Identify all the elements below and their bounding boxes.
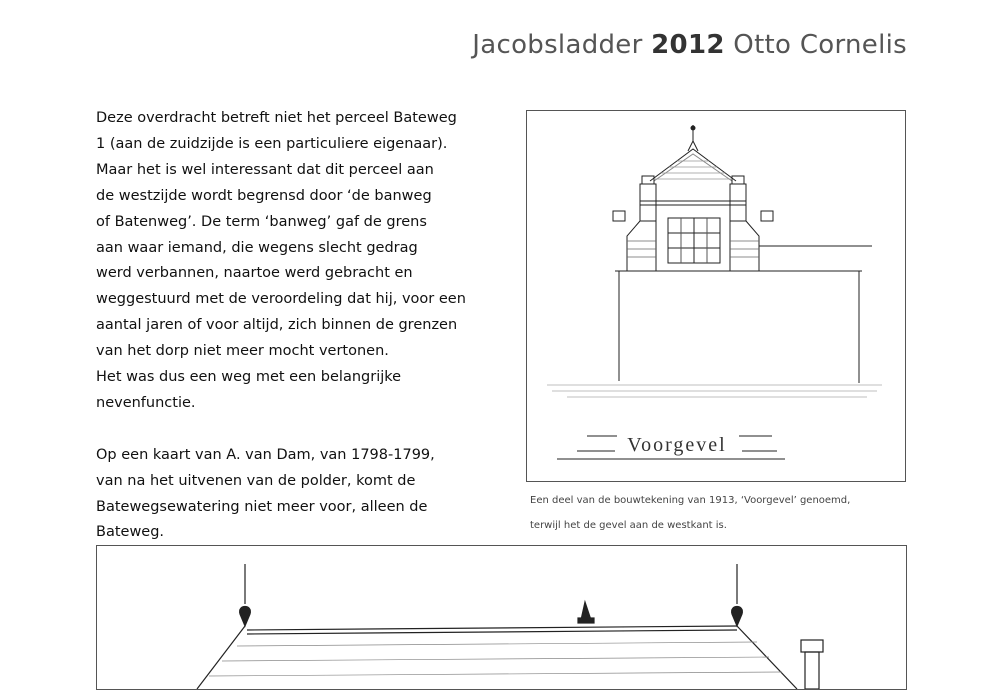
paragraph1-line: werd verbannen, naartoe werd gebracht en [96,265,413,282]
roof-drawing-figure [96,545,907,690]
paragraph1-line: Het was dus een weg met een belangrijke [96,369,402,386]
facade-drawing [527,111,905,481]
paragraph2-line: Batewegsewatering niet meer voor, alleen de [96,498,428,515]
header-title-part2: Otto Cornelis [724,30,907,60]
paragraph1-line: nevenfunctie. [96,394,196,411]
paragraph1-line: Deze overdracht betreft niet het perceel Bateweg [96,110,457,126]
paragraph2-line: van na het uitvenen van de polder, komt de [96,472,416,489]
paragraph1-line: aantal jaren of voor altijd, zich binnen de grenzen [96,317,458,334]
body-text [96,106,496,546]
roof-drawing [97,546,906,689]
paragraph1-line: 1 (aan de zuidzijde is een particuliere eigenaar). [96,135,448,152]
caption-line: Een deel van de bouwtekening van 1913, ‘Voorgevel’ genoemd, [530,495,851,506]
figure-caption [530,488,950,538]
paragraph1-line: de westzijde wordt begrensd door ‘de banweg [96,187,432,204]
drawing-label: Voorgevel [627,434,727,456]
header-year: 2012 [651,30,725,60]
caption-line: terwijl het de gevel aan de westkant is. [530,520,727,531]
paragraph-gap [96,417,496,443]
paragraph2-line: Bateweg. [96,524,165,541]
facade-drawing-figure [526,110,906,482]
paragraph2-line: Op een kaart van A. van Dam, van 1798-1799, [96,446,435,463]
page-header [472,30,907,60]
paragraph1-line: of Batenweg’. De term ‘banweg’ gaf de grens [96,213,427,230]
paragraph1-line: aan waar iemand, die wegens slecht gedrag [96,239,418,256]
header-title-part1: Jacobsladder [472,30,652,60]
paragraph1-line: weggestuurd met de veroordeling dat hij, voor een [96,291,466,308]
paragraph1-line: Maar het is wel interessant dat dit perceel aan [96,161,434,178]
paragraph1-line: van het dorp niet meer mocht vertonen. [96,343,389,360]
